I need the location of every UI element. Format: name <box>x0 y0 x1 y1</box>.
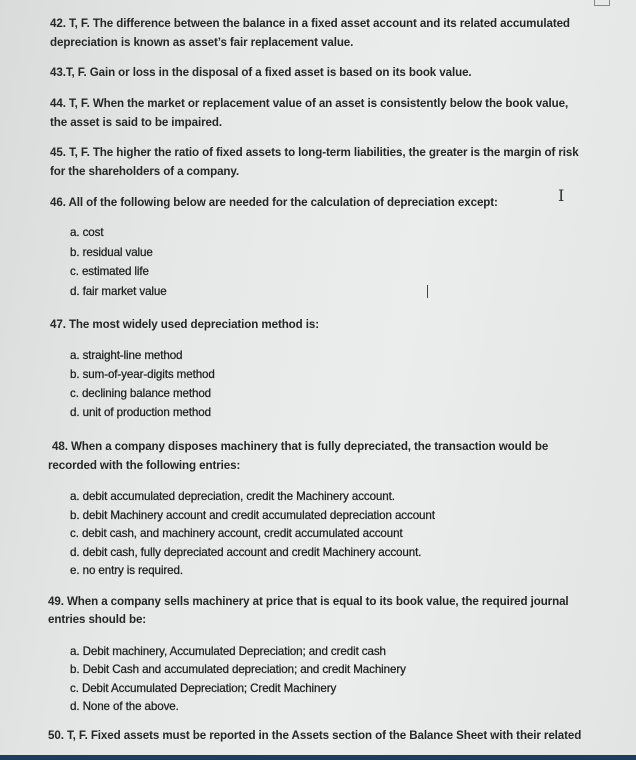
question-text: recorded with the following entries: <box>48 459 241 472</box>
question-text: 44. T, F. When the market or replacement value of an asset is consistently below the book value, <box>50 97 569 110</box>
option: b. Debit Cash and accumulated depreciation; and credit Machinery <box>70 663 406 676</box>
option: a. straight-line method <box>70 349 183 362</box>
option: e. no entry is required. <box>70 564 183 577</box>
option: b. sum-of-year-digits method <box>70 368 215 381</box>
option: b. debit Machinery account and credit accumulated depreciation account <box>70 509 435 522</box>
option: d. fair market value <box>70 285 167 298</box>
option: d. debit cash, fully depreciated account and credit Machinery account. <box>70 546 422 559</box>
question-text: for the shareholders of a company. <box>50 165 240 178</box>
taskbar-edge <box>0 755 636 760</box>
option: a. Debit machinery, Accumulated Depreciation; and credit cash <box>70 645 386 658</box>
option: c. debit cash, and machinery account, credit accumulated account <box>70 527 403 540</box>
question-43: 43.T, F. Gain or loss in the disposal of a fixed asset is based on its book value. <box>50 66 472 79</box>
option: a. cost <box>70 226 104 239</box>
window-corner <box>594 0 610 6</box>
question-text: entries should be: <box>48 613 147 626</box>
question-text: 47. The most widely used depreciation method is: <box>50 318 320 331</box>
question-text: 42. T, F. The difference between the balance in a fixed asset account and its related accumulated <box>50 17 570 30</box>
question-text: 48. When a company disposes machinery that is fully depreciated, the transaction would be <box>52 440 549 453</box>
text-caret <box>427 285 428 298</box>
option: c. estimated life <box>70 265 149 278</box>
question-text: 45. T, F. The higher the ratio of fixed assets to long-term liabilities, the greater is the margin of risk <box>50 146 579 159</box>
question-text: the asset is said to be impaired. <box>50 116 222 129</box>
option: b. residual value <box>70 246 153 259</box>
option: d. unit of production method <box>70 406 211 419</box>
question-text: 49. When a company sells machinery at price that is equal to its book value, the required journal <box>48 595 569 608</box>
question-50: 50. T, F. Fixed assets must be reported in the Assets section of the Balance Sheet with their related <box>48 729 582 742</box>
option: d. None of the above. <box>70 700 179 713</box>
question-text: 46. All of the following below are needed for the calculation of depreciation except: <box>50 196 498 209</box>
question-text: depreciation is known as asset’s fair replacement value. <box>50 36 354 49</box>
option: c. declining balance method <box>70 387 212 400</box>
text-cursor-icon: I <box>558 186 565 205</box>
option: c. Debit Accumulated Depreciation; Credit Machinery <box>70 682 337 695</box>
option: a. debit accumulated depreciation, credit the Machinery account. <box>70 490 395 503</box>
